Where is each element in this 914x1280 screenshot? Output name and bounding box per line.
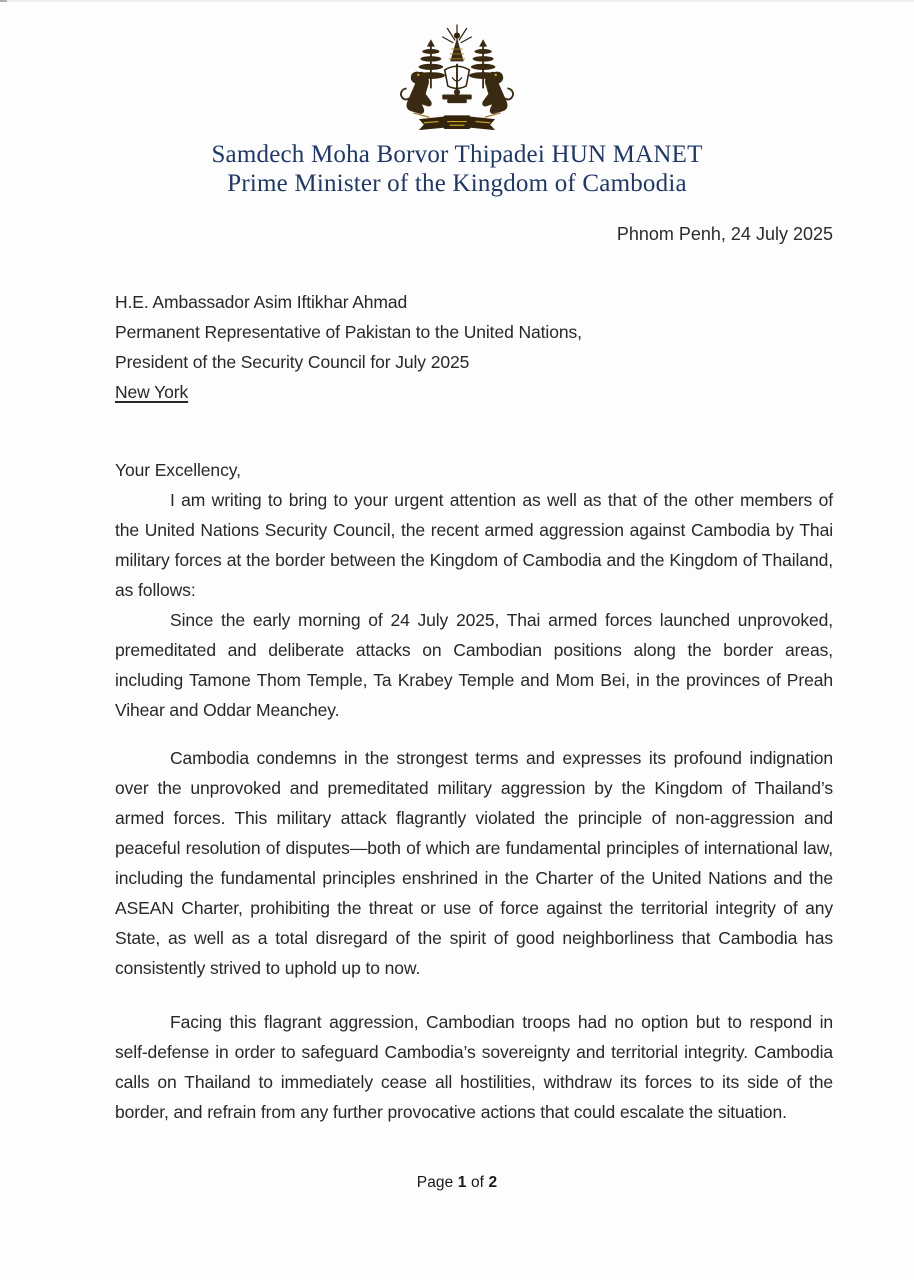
- footer-page-number: 1: [457, 1174, 467, 1191]
- letter-paragraph-4: Facing this flagrant aggression, Cambodian troops had no option but to respond in self-defense in order to safeguard Cambodia’s sovereignty and territorial integrity. Cambodia calls on Thailand to immediately cease all hostilities, withdraw its forces to its side of the border, and refrain from any further provocative actions that could escalate the situation.: [115, 1012, 833, 1122]
- footer-of-label: of: [470, 1174, 485, 1191]
- recipient-city: New York: [115, 382, 189, 402]
- letter-paragraph-3: Cambodia condemns in the strongest terms and expresses its profound indignation over the unprovoked and premeditated military aggression by the Kingdom of Thailand’s armed forces. This military attack flagrantly violated the principle of non-aggression and peaceful resolution of disputes—both of which are fundamental principles of international law, including the fundamental principles enshrined in the Charter of the United Nations and the ASEAN Charter, prohibiting the threat or use of force against the territorial integrity of any State, as well as a total disregard of the spirit of good neighborliness that Cambodia has consistently strived to uphold up to now.: [115, 748, 833, 978]
- royal-arms-emblem-icon: [0, 22, 914, 140]
- recipient-name: H.E. Ambassador Asim Iftikhar Ahmad: [115, 292, 408, 312]
- letter-body: [115, 287, 833, 1127]
- dateline: Phnom Penh, 24 July 2025: [616, 224, 833, 244]
- letterhead-name: Samdech Moha Borvor Thipadei HUN MANET: [211, 141, 703, 168]
- letterhead: [0, 0, 914, 198]
- letter-paragraph-1: I am writing to bring to your urgent attention as well as that of the other members of the United Nations Security Council, the recent armed aggression against Cambodia by Thai military forces at the border between the Kingdom of Cambodia and the Kingdom of Thailand, as follows:: [115, 490, 833, 600]
- scan-edge-artifact: [0, 0, 914, 2]
- footer-page-label: Page: [416, 1174, 454, 1191]
- recipient-title-2: President of the Security Council for July 2025: [115, 352, 470, 372]
- page-footer: [0, 1174, 914, 1192]
- footer-total-pages: 2: [488, 1174, 498, 1191]
- letterhead-office: Prime Minister of the Kingdom of Cambodia: [227, 170, 687, 197]
- salutation: Your Excellency,: [115, 460, 241, 480]
- letter-paragraph-2: Since the early morning of 24 July 2025, Thai armed forces launched unprovoked, premeditated and deliberate attacks on Cambodian positions along the border areas, including Tamone Thom Temple, Ta Krabey Temple and Mom Bei, in the provinces of Preah Vihear and Oddar Meanchey.: [115, 610, 833, 720]
- recipient-title-1: Permanent Representative of Pakistan to the United Nations,: [115, 322, 582, 342]
- recipient-block: [115, 287, 833, 407]
